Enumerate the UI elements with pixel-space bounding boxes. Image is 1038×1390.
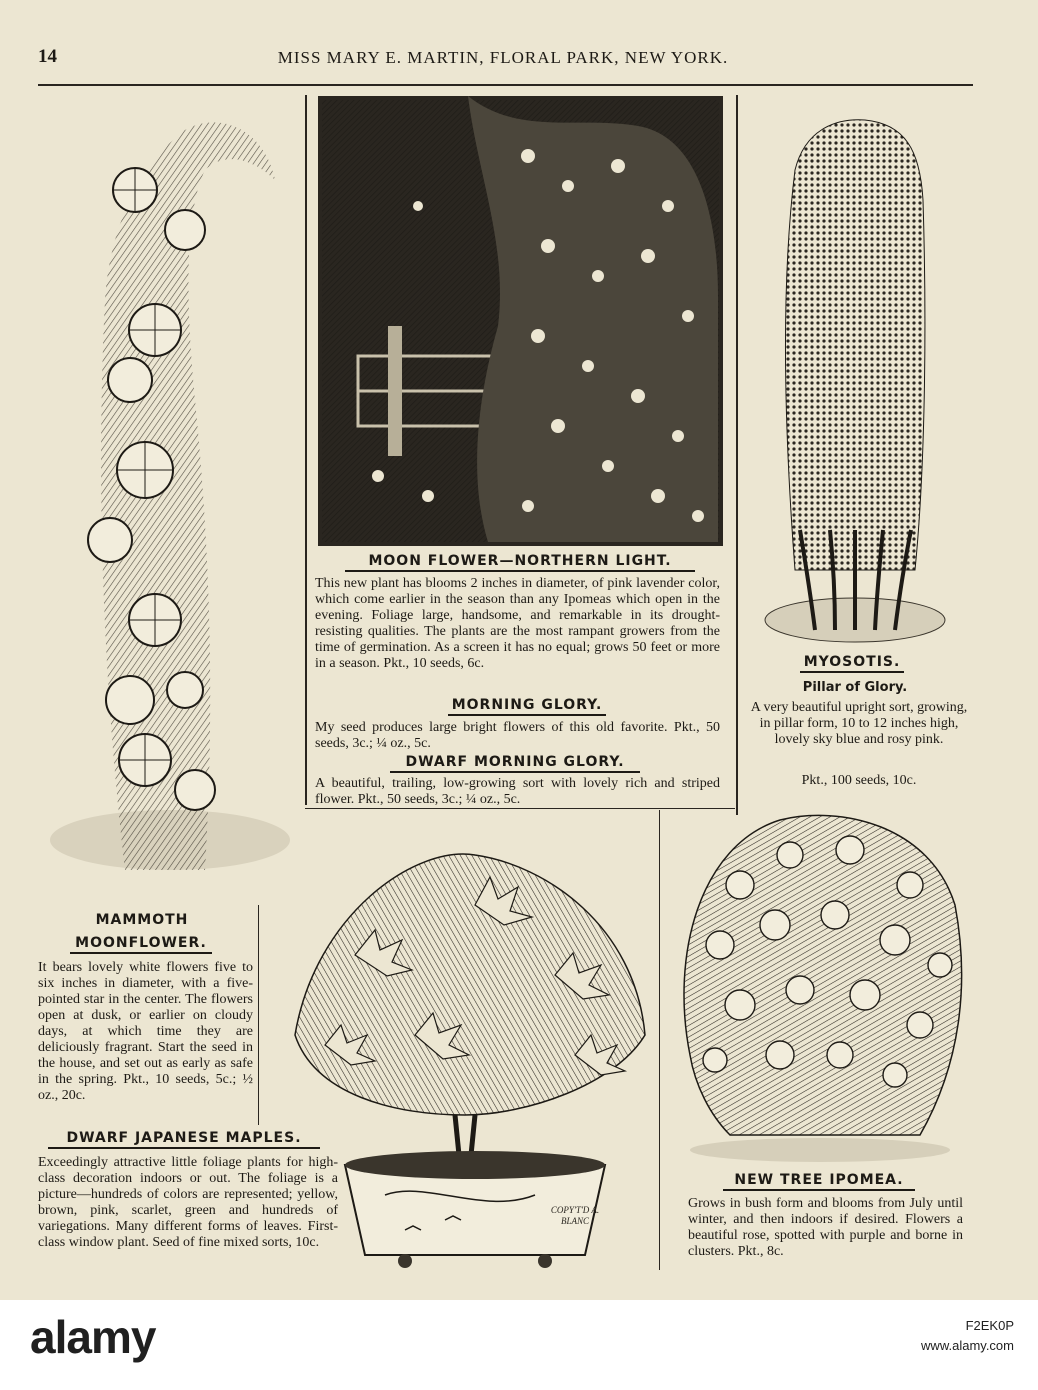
dwarf-morning-glory-title: DWARF MORNING GLORY. xyxy=(390,754,640,773)
alamy-site: www.alamy.com xyxy=(921,1338,1014,1353)
page-header xyxy=(38,46,968,74)
tree-ipomea-title: NEW TREE IPOMEA. xyxy=(723,1172,915,1191)
divider-mammoth xyxy=(258,905,259,1125)
moon-flower-text: This new plant has blooms 2 inches in diameter, of pink lavender color, which come earlier in the season than any Ipomeas which open in the evening. Foliage large, handsome, and remarkable in its drought-resisting qualities. The plants are the most rampant growers from the time of germination. As a screen it has no equal; grows 50 feet or more in a season. Pkt., 10 seeds, 6c. xyxy=(315,576,720,671)
header-rule xyxy=(38,84,973,86)
divider-lower-middle xyxy=(659,810,660,1270)
maples-title: DWARF JAPANESE MAPLES. xyxy=(48,1130,320,1149)
watermark-band xyxy=(0,1300,1038,1390)
myosotis-title: MYOSOTIS. xyxy=(800,654,904,673)
mammoth-text: It bears lovely white flowers five to six inches in diameter, with a five-pointed star in the center. The flowers open at dusk, or earlier on cloudy days, at which time they are deliciously fragrant. Start the seed in the house, and set out as early as safe in the spring. Pkt., 10 seeds, 5c.; ½ oz., 20c. xyxy=(38,960,253,1103)
myosotis-subtitle: Pillar of Glory. xyxy=(802,680,908,695)
moonflower-vine-illustration xyxy=(35,100,305,880)
running-head: MISS MARY E. MARTIN, FLORAL PARK, NEW YORK. xyxy=(277,48,729,67)
moon-flower-title: MOON FLOWER—NORTHERN LIGHT. xyxy=(345,553,695,572)
alamy-logo: alamy xyxy=(30,1311,156,1363)
dwarf-morning-glory-text: A beautiful, trailing, low-growing sort with lovely rich and striped flower. Pkt., 50 seeds, 3c.; ¼ oz., 5c. xyxy=(315,776,720,807)
myosotis-price: Pkt., 100 seeds, 10c. xyxy=(801,773,917,788)
page-number: 14 xyxy=(38,46,57,67)
mammoth-title-line1: MAMMOTH xyxy=(95,912,189,928)
myosotis-text: A very beautiful upright sort, growing, in pillar form, 10 to 12 inches high, lovely sky blue and rosy pink. xyxy=(750,700,968,747)
tree-ipomea-illustration xyxy=(670,805,970,1165)
image-code: F2EK0P xyxy=(965,1318,1014,1333)
moon-flower-porch-illustration xyxy=(318,96,723,546)
maples-text: Exceedingly attractive little foliage plants for high-class decoration indoors or out. The foliage is a picture—hundreds of colors are represented; yellow, brown, pink, scarlet, green and hundreds of variegations. Many different forms of leaves. First-class window plant. Seed of fine mixed sorts, 10c. xyxy=(38,1155,338,1250)
engraver-credit: COPY'T'D A. BLANC xyxy=(550,1205,600,1226)
morning-glory-title: MORNING GLORY. xyxy=(448,697,606,716)
column-divider-left xyxy=(305,95,307,805)
myosotis-pillar-illustration xyxy=(755,110,955,655)
morning-glory-text: My seed produces large bright flowers of this old favorite. Pkt., 50 seeds, 3c.; ¼ oz., 5c. xyxy=(315,720,720,751)
column-divider-right xyxy=(736,95,738,815)
mammoth-title-line2: MOONFLOWER. xyxy=(70,935,212,954)
tree-ipomea-text: Grows in bush form and blooms from July until winter, and then indoors if desired. Flowers a beautiful rose, spotted with purple and borne in clusters. Pkt., 8c. xyxy=(688,1196,963,1259)
